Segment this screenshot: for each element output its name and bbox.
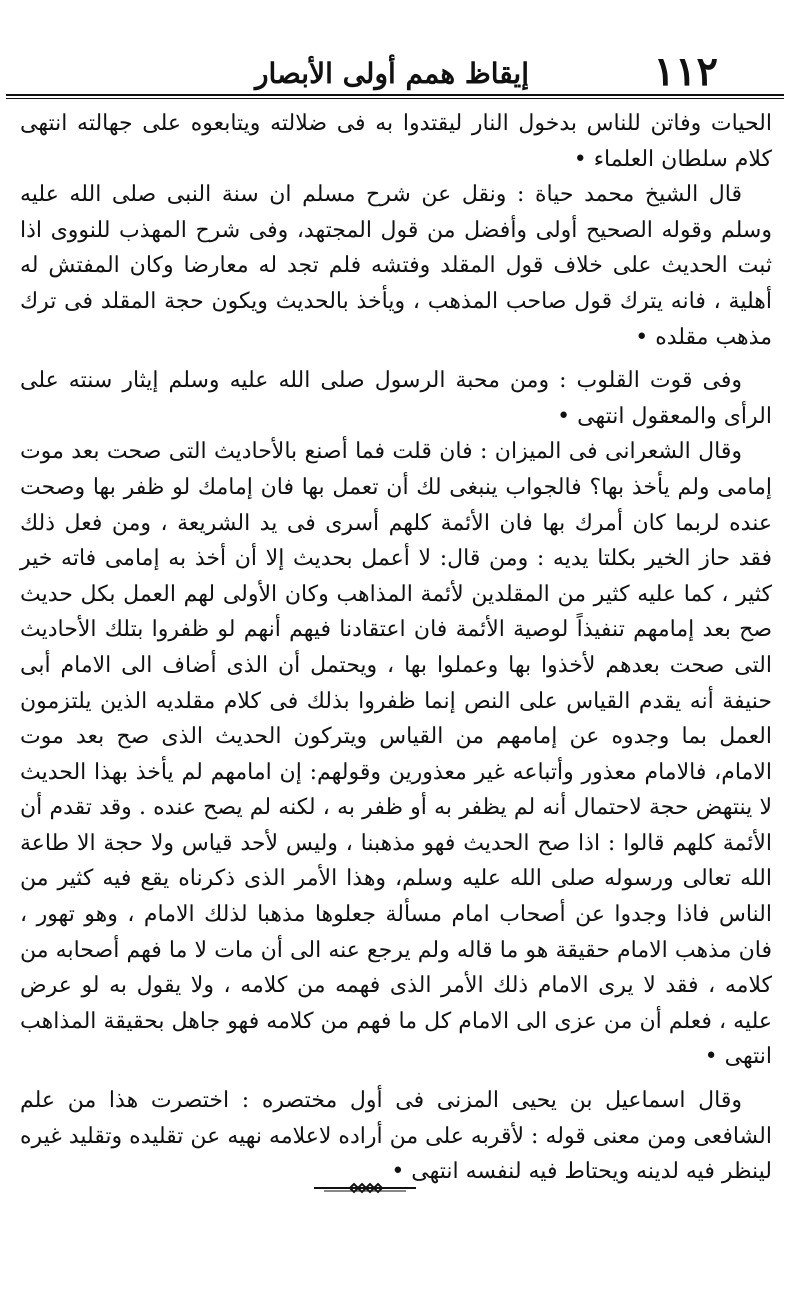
page-header	[6, 42, 784, 98]
running-title: إيقاظ همم أولى الأبصار	[254, 57, 530, 90]
paragraph-5: وقال اسماعيل بن يحيى المزنى فى أول مختصره : اختصرت هذا من علم الشافعى ومن معنى قوله : لأقربه على من أراده لاعلامه نهيه عن تقليده وتقليد غيره لينظر فيه لدينه ويحتاط فيه لنفسه انتهى •	[20, 1088, 772, 1185]
paragraph-4: وقال الشعرانى فى الميزان : فان قلت فما أصنع بالأحاديث التى صحت بعد موت إمامى ولم يأخذ بها؟ فالجواب ينبغى لك أن تعمل بها فان إمامك لو ظفر بها وصحت عنده لربما كان أمرك بها فان الأئمة كلهم أسرى فى يد الشريعة ، ومن فعل ذلك فقد حاز الخير بكلتا يديه : ومن قال: لا أعمل بحديث إلا أن أخذ به إمامى فاته خير كثير ، كما عليه كثير من المقلدين لأئمة المذاهب وكان الأولى لهم العمل بكل حديث صح بعد إمامهم تنفيذاً لوصية الأئمة فان اعتقادنا فيهم أنهم لو ظفروا بتلك الأحاديث التى صحت بعدهم لأخذوا بها وعملوا بها ، ويحتمل أن الذى أضاف الى الامام أبى حنيفة أنه يقدم القياس على النص إنما ظفروا بذلك فى كلام مقلديه الذين يلتزمون العمل بما وجدوه عن إمامهم من القياس ويتركون الحديث الذى صح بعد موت الامام، فالامام معذور وأتباعه غير معذورين وقولهم: إن امامهم لم يأخذ بهذا الحديث لا ينتهض حجة لاحتمال أنه لم يظفر به أو ظفر به ، لكنه لم يصح عنده . وقد تقدم أن الأئمة كلهم قالوا : اذا صح الحديث فهو مذهبنا ، وليس لأحد قياس ولا حجة الا طاعة الله تعالى ورسوله صلى الله عليه وسلم، وهذا الأمر الذى ذكرناه يقع فيه كثير من الناس فاذا وجدوا عن أصحاب امام مسألة جعلوها مذهبا لذلك الامام ، وهو تهور ، فان مذهب الامام حقيقة هو ما قاله ولم يرجع عنه الى أن مات لا ما فهم أصحابه من كلامه ، فقد لا يرى الامام ذلك الأمر الذى فهمه من كلامه ، ولا يقول به لو عرض عليه ، فعلم أن من عزى الى الامام كل ما فهم من كلامه فهو جاهل بحقيقة المذاهب انتهى •	[20, 439, 772, 1070]
end-ornament-icon	[310, 1181, 420, 1195]
paragraph-1: الحيات وفاتن للناس بدخول النار ليقتدوا به فى ضلالته ويتابعوه على جهالته انتهى كلام سلطان العلماء •	[20, 111, 772, 172]
paragraph-2: قال الشيخ محمد حياة : ونقل عن شرح مسلم ان سنة النبى صلى الله عليه وسلم وقوله الصحيح أولى وأفضل من قول المجتهد، وفى شرح المهذب للنووى اذا ثبت الحديث على خلاف قول المقلد وفتشه فلم تجد له معارضا وكان المفتش له أهلية ، فانه يترك قول صاحب المذهب ، ويأخذ بالحديث ويكون حجة المقلد فى ترك مذهب مقلده •	[20, 182, 772, 350]
body-text	[20, 106, 772, 1190]
header-rule	[6, 94, 784, 99]
paragraph-3: وفى قوت القلوب : ومن محبة الرسول صلى الله عليه وسلم إيثار سنته على الرأى والمعقول انتهى •	[20, 368, 772, 429]
page-number: ١١٢	[653, 48, 718, 95]
